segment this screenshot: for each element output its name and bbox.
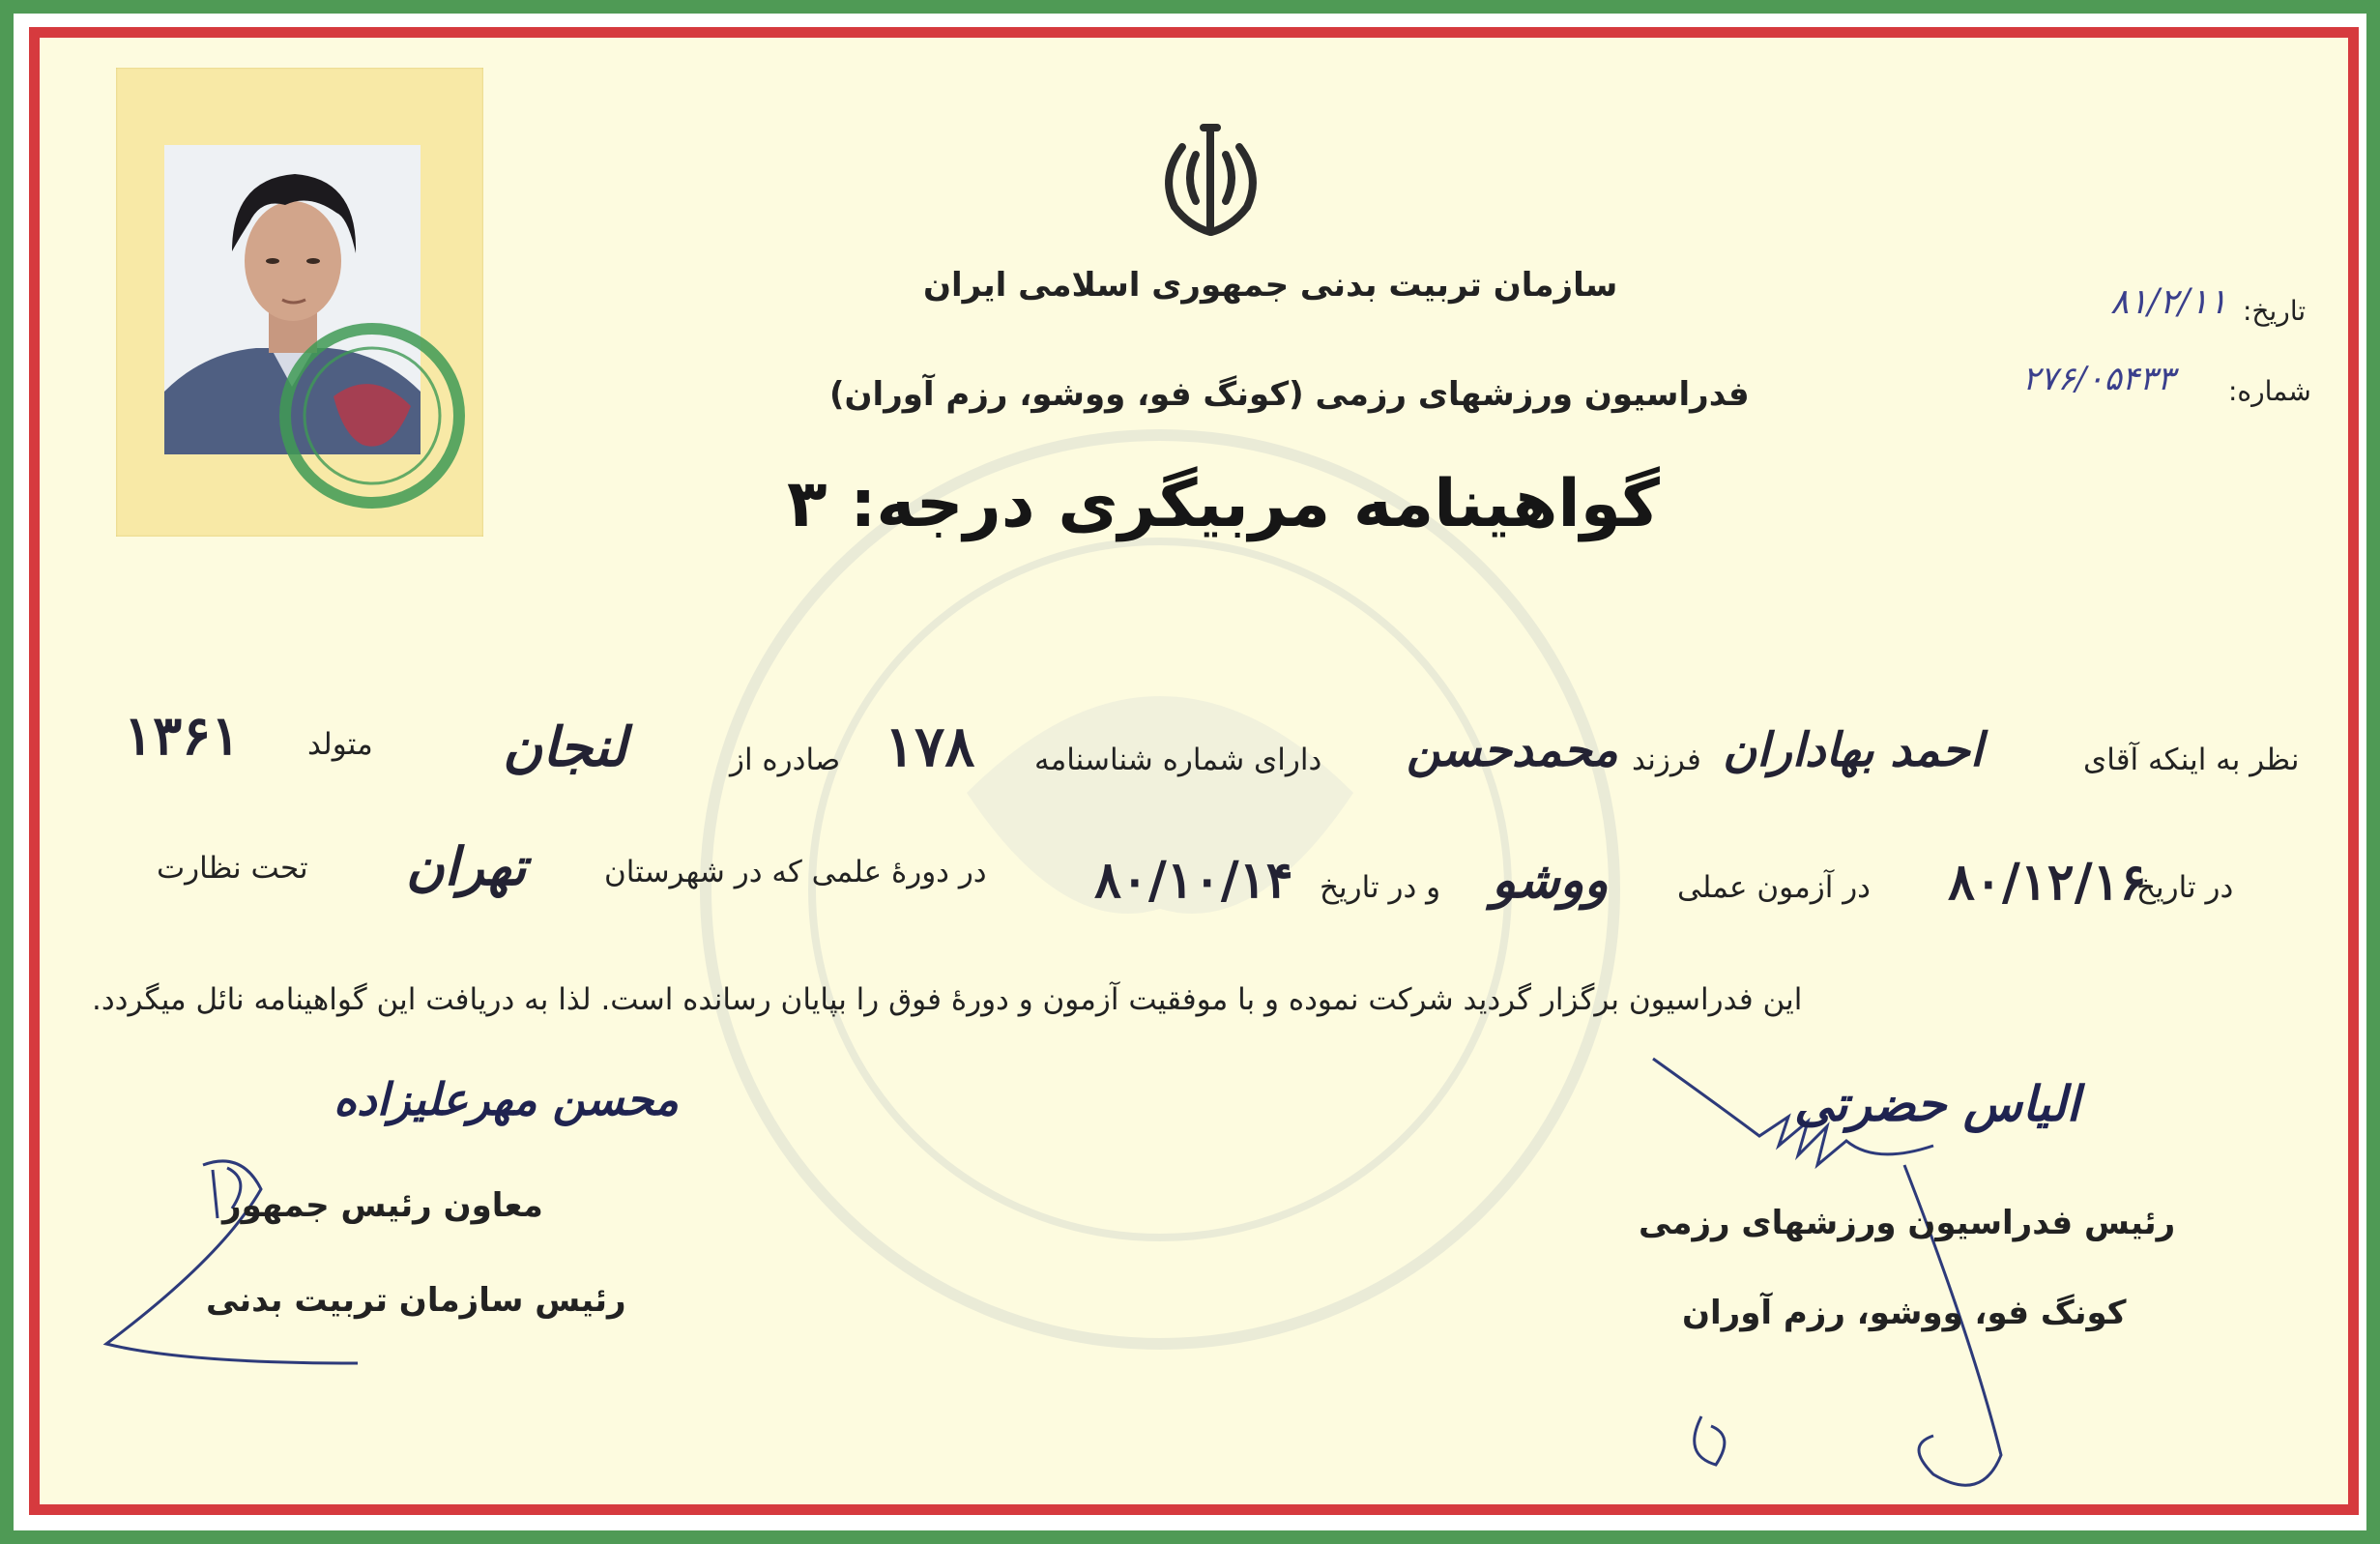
and-date-label: و در تاریخ [1320,870,1441,905]
page-title: گواهینامه مربیگری درجه: ۳ [787,466,1660,542]
born-year: ۱۳۶۱ [124,704,241,768]
left-signer-title-2: رئیس سازمان تربیت بدنی [206,1281,626,1320]
id-label: دارای شماره شناسنامه [1034,743,1322,777]
discipline: ووشو [1492,851,1609,910]
father-name: محمدحسن [1407,723,1618,777]
intro-label: نظر به اینکه آقای [2083,743,2300,777]
issued-label: صادره از [730,743,841,777]
practical-date: ۸۰/۱۲/۱۶ [1948,853,2147,912]
practical-label: در آزمون عملی [1677,870,1871,905]
issued-place: لنجان [503,715,627,779]
federation-stamp-icon [276,319,469,512]
left-signer-handwritten: محسن مهرعلیزاده [334,1073,679,1125]
number-label: شماره: [2228,375,2311,407]
left-signature-icon [87,1141,493,1373]
born-label: متولد [307,727,373,762]
right-signer-title-1: رئیس فدراسیون ورزشهای رزمی [1639,1204,2176,1242]
father-label: فرزند [1632,743,1701,777]
id-number: ۱۷۸ [885,714,975,779]
date-label: تاریخ: [2243,295,2307,327]
date-value: ۸۱/۲/۱۱ [2110,282,2227,322]
number-value: ۲۷۶/۰۵۴۳۳ [2022,360,2175,398]
completion-statement: این فدراسیون برگزار گردید شرکت نموده و با موفقیت آزمون و دورهٔ فوق را بپایان رسانده است. لذا به دریافت این گواهینامه نائل میگردد. [92,982,1803,1017]
holder-name: احمد بهاداران [1723,723,1984,777]
federation-name: فدراسیون ورزشهای رزمی (کونگ فو، ووشو، رزم آوران) [829,375,1750,414]
supervision-label: تحت نظارت [157,851,308,886]
organization-name: سازمان تربیت بدنی جمهوری اسلامی ایران [923,266,1618,305]
right-signer-title-2: کونگ فو، ووشو، رزم آوران [1682,1294,2127,1332]
course-date: ۸۰/۱۰/۱۴ [1094,851,1293,910]
iran-emblem-icon [1155,118,1266,239]
course-label: در دورهٔ علمی که در شهرستان [604,855,987,889]
right-signer-handwritten: الیاس حضرتی [1794,1075,2080,1132]
left-signer-title-1: معاون رئیس جمهور [222,1186,543,1225]
date-label-2: در تاریخ [2136,870,2234,905]
city: تهران [406,835,527,897]
